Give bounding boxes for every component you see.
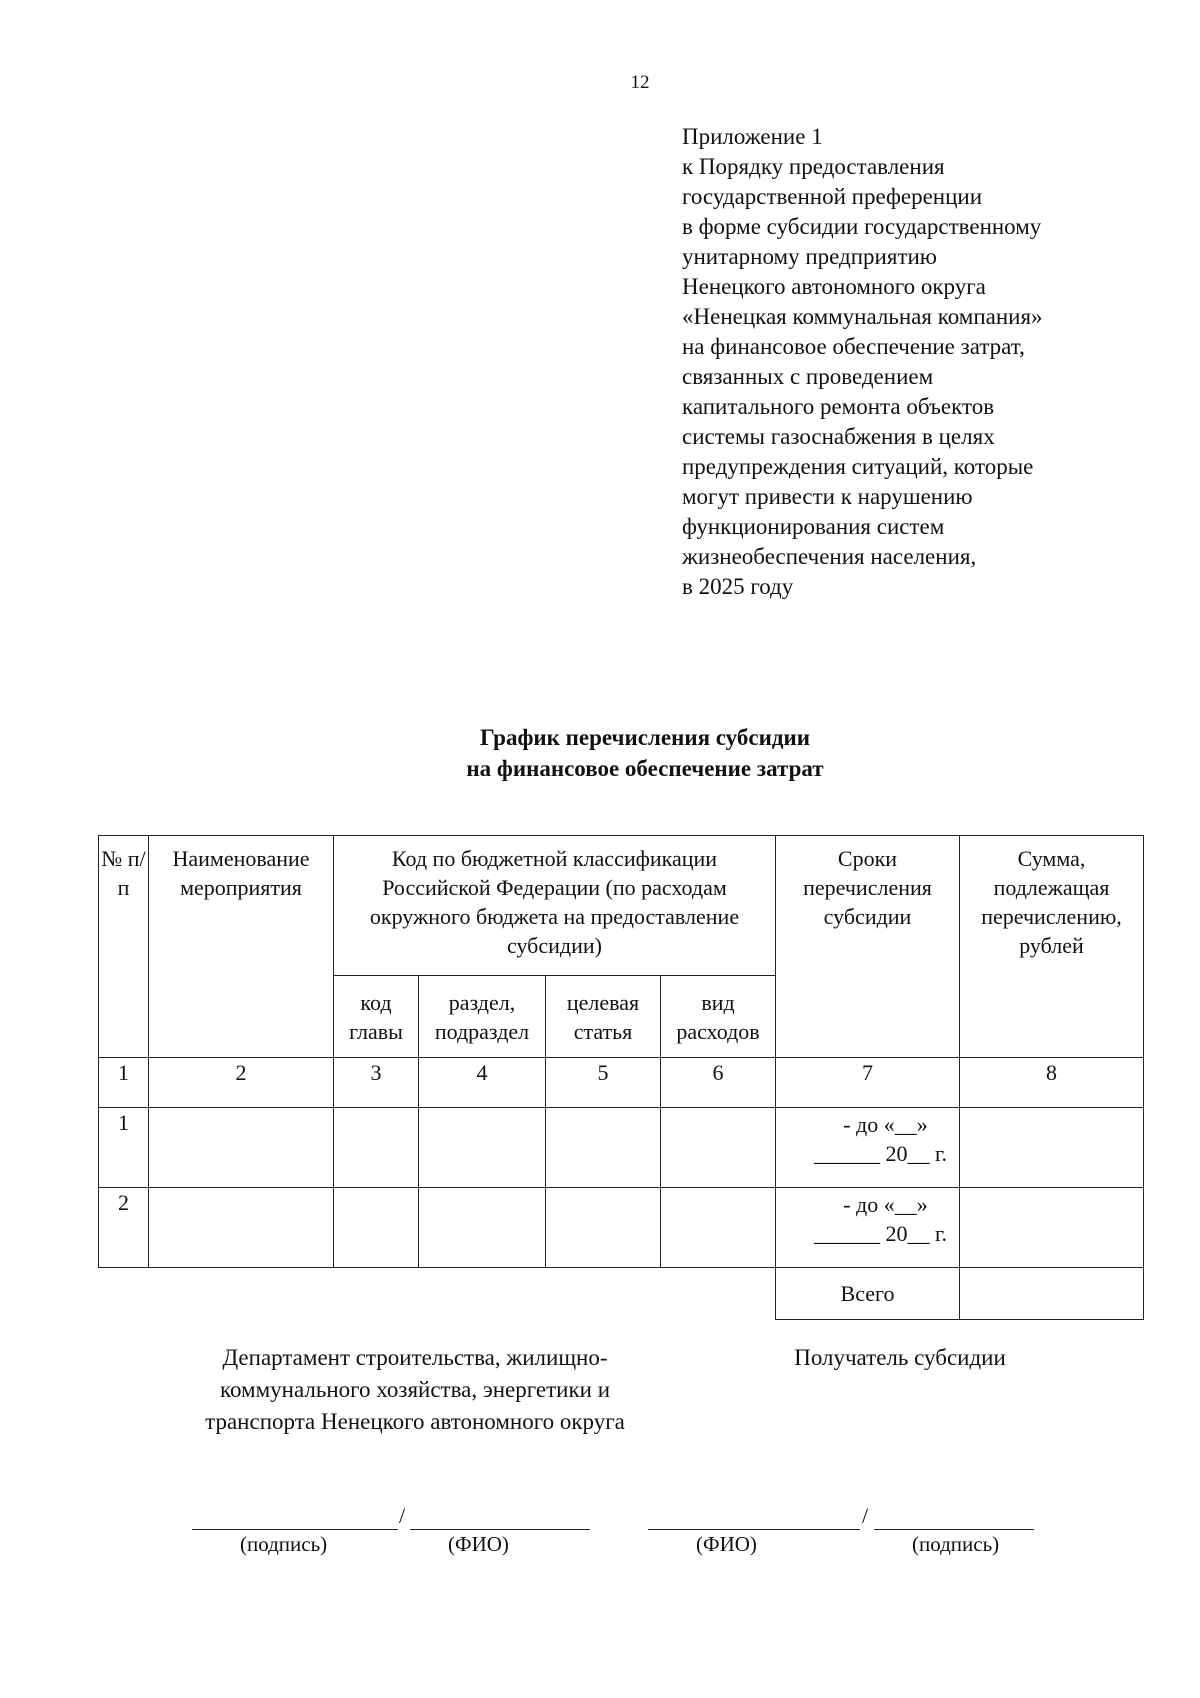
column-number: 6 <box>661 1058 776 1108</box>
appendix-block <box>682 122 1043 602</box>
row-num: 2 <box>99 1188 149 1268</box>
row-article-cell <box>546 1108 661 1188</box>
table-row <box>99 1188 1144 1268</box>
total-amount-cell <box>960 1268 1144 1320</box>
title-line-2: на финансовое обеспечение затрат <box>466 756 824 781</box>
row-article-cell <box>546 1188 661 1268</box>
column-number: 3 <box>334 1058 419 1108</box>
appendix-line: в форме субсидии государственному <box>682 214 1042 239</box>
row-date-line-1: - до «__» <box>843 1192 928 1217</box>
appendix-line: унитарному предприятию <box>682 244 937 269</box>
row-num: 1 <box>99 1108 149 1188</box>
left-fio-label: (ФИО) <box>448 1532 509 1556</box>
row-date-line-2: ______ 20__ г. <box>813 1141 947 1166</box>
appendix-line: государственной преференции <box>682 184 983 209</box>
row-date-cell <box>776 1108 960 1188</box>
row-chapter-cell <box>334 1108 419 1188</box>
header-budget-code: Код по бюджетной классификации Российской Федерации (по расходам окружного бюджета на предоставление субсидии) <box>334 836 776 976</box>
appendix-line: системы газоснабжения в целях <box>682 424 995 449</box>
header-num: № п/п <box>99 836 149 1058</box>
appendix-line: капитального ремонта объектов <box>682 394 995 419</box>
appendix-line: связанных с проведением <box>682 364 934 389</box>
subheader-article: целевая статья <box>546 976 661 1058</box>
header-name: Наименование мероприятия <box>149 836 334 1058</box>
signature-slash: / <box>399 1503 406 1528</box>
table-row <box>99 1108 1144 1188</box>
column-number: 1 <box>99 1058 149 1108</box>
row-date-cell <box>776 1188 960 1268</box>
right-fio-label: (ФИО) <box>696 1532 757 1556</box>
row-amount-cell <box>960 1108 1144 1188</box>
column-number: 5 <box>546 1058 661 1108</box>
header-terms: Сроки перечисления субсидии <box>776 836 960 1058</box>
row-chapter-cell <box>334 1188 419 1268</box>
row-name-cell <box>149 1188 334 1268</box>
left-sign-label: (подпись) <box>240 1532 328 1556</box>
page-number: 12 <box>630 72 650 93</box>
fio-line <box>648 1529 860 1530</box>
appendix-line: «Ненецкая коммунальная компания» <box>682 304 1043 329</box>
row-section-cell <box>419 1108 546 1188</box>
right-sign-label: (подпись) <box>912 1532 1000 1556</box>
signature-line <box>874 1529 1034 1530</box>
subheader-chapter: код главы <box>334 976 419 1058</box>
footer-left-org: Департамент строительства, жилищно-коммунального хозяйства, энергетики и транспорта Ненецкого автономного округа <box>205 1345 625 1434</box>
document-title <box>0 722 1200 784</box>
column-number: 2 <box>149 1058 334 1108</box>
row-date-line-1: - до «__» <box>843 1112 928 1137</box>
signature-slash: / <box>862 1503 869 1528</box>
appendix-line: на финансовое обеспечение затрат, <box>682 334 1025 359</box>
header-amount: Сумма, подлежащая перечислению, рублей <box>960 836 1144 1058</box>
footer-right-org: Получатель субсидии <box>794 1345 1006 1370</box>
title-line-1: График перечисления субсидии <box>480 725 810 750</box>
row-amount-cell <box>960 1188 1144 1268</box>
column-number: 7 <box>776 1058 960 1108</box>
row-name-cell <box>149 1108 334 1188</box>
total-label: Всего <box>776 1268 960 1320</box>
appendix-line: функционирования систем <box>682 514 945 539</box>
column-number: 8 <box>960 1058 1144 1108</box>
appendix-line: жизнеобеспечения населения, <box>682 544 977 569</box>
appendix-line: Ненецкого автономного округа <box>682 274 986 299</box>
row-expense-cell <box>661 1188 776 1268</box>
fio-line <box>410 1529 590 1530</box>
appendix-line: предупреждения ситуаций, которые <box>682 454 1034 479</box>
row-expense-cell <box>661 1108 776 1188</box>
appendix-line: в 2025 году <box>682 574 794 599</box>
column-number: 4 <box>419 1058 546 1108</box>
appendix-line: могут привести к нарушению <box>682 484 973 509</box>
appendix-line: к Порядку предоставления <box>682 154 945 179</box>
subsidy-schedule-table <box>98 835 1144 1320</box>
appendix-line: Приложение 1 <box>682 124 823 149</box>
row-section-cell <box>419 1188 546 1268</box>
signature-line <box>192 1529 398 1530</box>
row-date-line-2: ______ 20__ г. <box>813 1221 947 1246</box>
subheader-expense: вид расходов <box>661 976 776 1058</box>
subheader-section: раздел, подраздел <box>419 976 546 1058</box>
